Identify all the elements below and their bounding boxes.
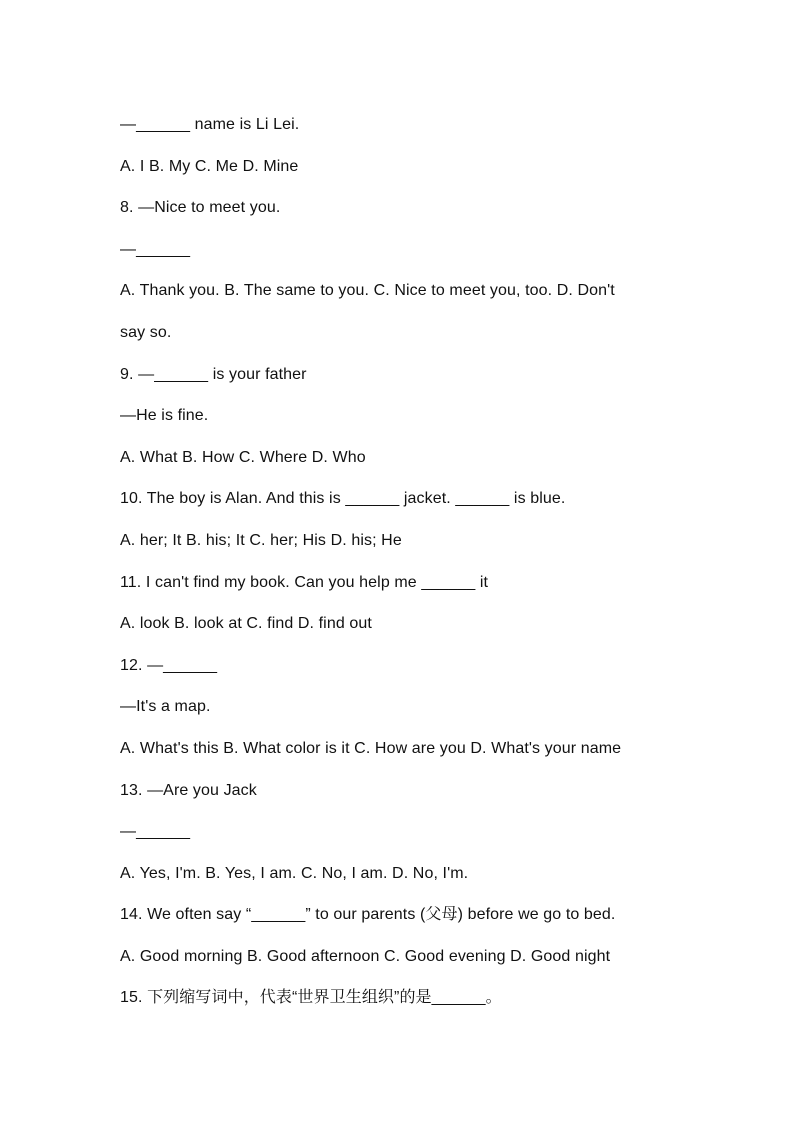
- text-line: A. Yes, I'm. B. Yes, I am. C. No, I am. D. No, I'm.: [120, 864, 469, 882]
- text-line: A. look B. look at C. find D. find out: [120, 615, 372, 633]
- question-text-block: [120, 104, 700, 1019]
- text-line: —He is fine.: [120, 407, 209, 425]
- text-line: A. What's this B. What color is it C. How are you D. What's your name: [120, 739, 622, 757]
- text-line: —______ name is Li Lei.: [120, 116, 300, 133]
- text-line: —______: [120, 823, 191, 841]
- text-line: A. her; It B. his; It C. her; His D. his; He: [120, 531, 402, 549]
- text-line: 8. —Nice to meet you.: [120, 199, 281, 217]
- text-line: 13. —Are you Jack: [120, 781, 257, 799]
- text-line: A. Thank you. B. The same to you. C. Nice to meet you, too. D. Don't: [120, 282, 615, 300]
- text-line: 15. 下列缩写词中，代表“世界卫生组织”的是______。: [120, 989, 502, 1007]
- text-line: —It's a map.: [120, 698, 211, 716]
- text-line: —______: [120, 240, 191, 258]
- text-line: 14. We often say “______” to our parents (父母) before we go to bed.: [120, 906, 616, 924]
- text-line: A. What B. How C. Where D. Who: [120, 448, 366, 466]
- text-line: 11. I can't find my book. Can you help me ______ it: [120, 573, 489, 591]
- text-line: A. Good morning B. Good afternoon C. Good evening D. Good night: [120, 947, 611, 965]
- text-line: 10. The boy is Alan. And this is ______ jacket. ______ is blue.: [120, 490, 566, 508]
- text-line: A. I B. My C. Me D. Mine: [120, 157, 299, 175]
- text-line: 12. —______: [120, 656, 218, 674]
- text-line: say so.: [120, 323, 172, 341]
- text-line: 9. —______ is your father: [120, 365, 307, 383]
